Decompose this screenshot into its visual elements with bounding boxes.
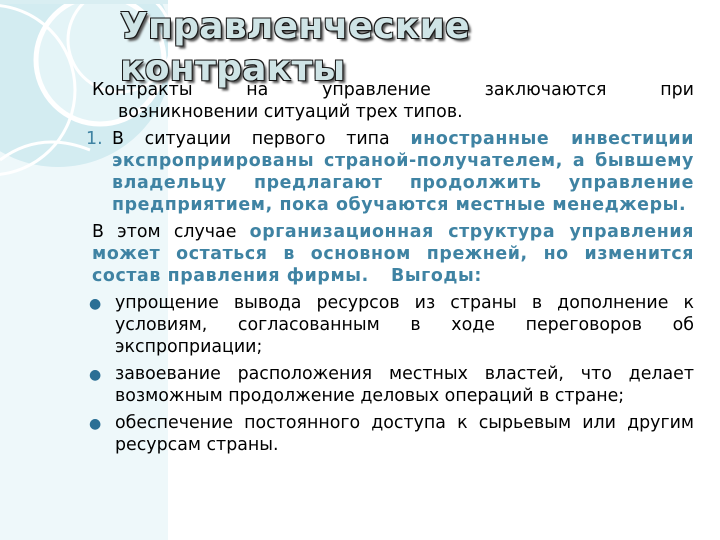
bullet-icon: ● <box>89 296 102 312</box>
intro-paragraph <box>86 79 694 123</box>
title-line-1: Управленческие <box>120 6 470 47</box>
bullet-item-2 <box>86 363 694 407</box>
case-highlight: организационная структура управления может остаться в основном прежней, но изменится состав правления фирмы. <box>92 222 694 286</box>
list-number: 1. <box>86 129 103 149</box>
bullet-item-3 <box>86 412 694 456</box>
list-item-1 <box>86 128 694 216</box>
intro-first-line: Контракты на управление заключаются при <box>92 80 694 100</box>
bullet-text: завоевание расположения местных властей, что делает возможным продолжение деловых операций в стране; <box>115 364 694 406</box>
bullet-text: обеспечение постоянного доступа к сырьевым или другим ресурсам страны. <box>115 413 694 455</box>
benefits-label: Выгоды: <box>390 266 482 286</box>
intro-second-line: возникновении ситуаций трех типов. <box>118 102 463 122</box>
slide-title <box>120 6 680 90</box>
title-line-2: контракты <box>120 48 346 89</box>
case-plain: В этом случае <box>92 222 250 242</box>
case-paragraph <box>86 221 694 287</box>
slide-content <box>86 79 694 456</box>
bullet-icon: ● <box>89 416 102 432</box>
item1-plain: В ситуации первого типа <box>112 129 411 149</box>
bullet-text: упрощение вывода ресурсов из страны в дополнение к условиям, согласованным в ходе переговоров об экспроприации; <box>115 293 694 357</box>
bullet-item-1 <box>86 292 694 358</box>
bullet-icon: ● <box>89 367 102 383</box>
item1-highlight: иностранные инвестиции экспроприированы страной-получателем, а бывшему владельцу предлагают продолжить управление предприятием, пока обучаются местные менеджеры. <box>112 129 694 215</box>
